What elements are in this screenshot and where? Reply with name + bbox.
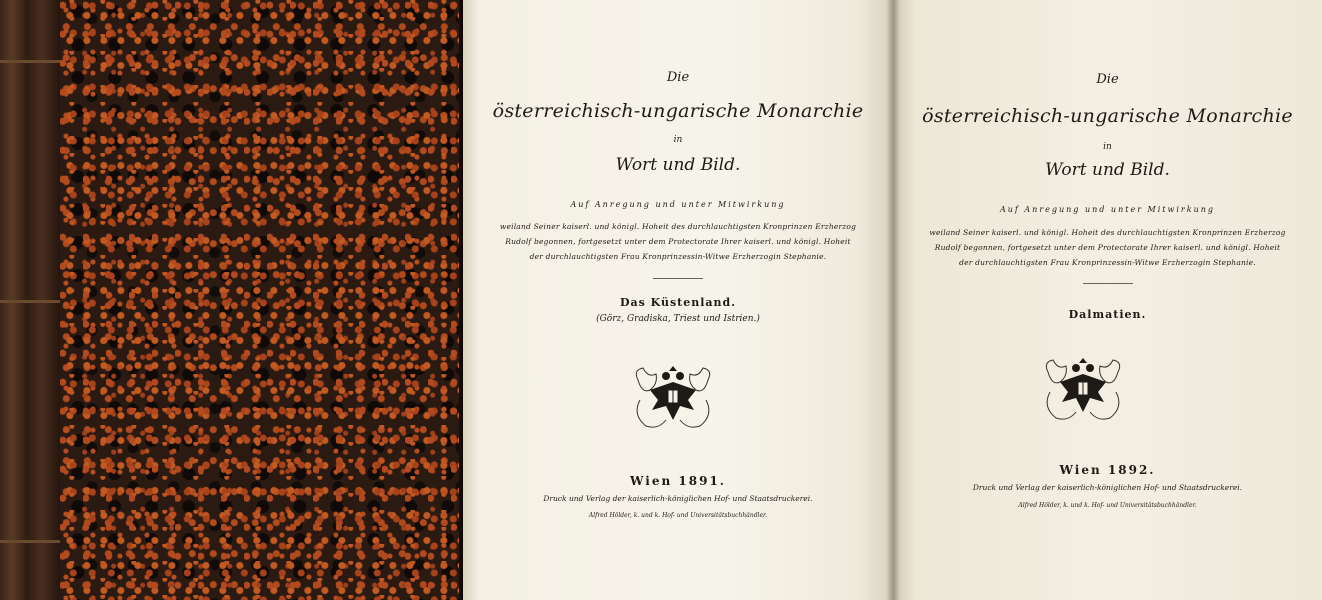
divider [1083, 283, 1133, 284]
subtitle: Wort und Bild. [1045, 160, 1170, 180]
title-page-dalmatien [893, 0, 1322, 600]
title-in: in [1103, 142, 1112, 152]
credit-line: der durchlauchtigsten Frau Kronprinzessin-Witwe Erzherzogin Stephanie. [959, 258, 1256, 267]
page-gutter-shadow [886, 0, 900, 600]
main-title: österreichisch-ungarische Monarchie [492, 100, 864, 122]
volume-subsection: (Görz, Gradiska, Triest und Istrien.) [596, 314, 760, 324]
credit-line: Rudolf begonnen, fortgesetzt unter dem Protectorate Ihrer kaiserl. und königl. Hoheit [505, 237, 851, 246]
spine-band [0, 60, 60, 63]
anregung-line: Auf Anregung und unter Mitwirkung [999, 205, 1216, 214]
imprint-printer: Druck und Verlag der kaiserlich-königlichen Hof- und Staatsdruckerei. [972, 483, 1243, 492]
book-cover [0, 0, 463, 600]
credit-line: weiland Seiner kaiserl. und königl. Hoheit des durchlauchtigsten Kronprinzen Erzherzog [499, 222, 857, 231]
imprint-seller: Alfred Hölder, k. und k. Hof- und Universitätsbuchhändler. [588, 512, 768, 519]
imprint-printer: Druck und Verlag der kaiserlich-königlichen Hof- und Staatsdruckerei. [543, 494, 813, 503]
volume-section: Das Küstenland. [619, 296, 737, 309]
main-title: österreichisch-ungarische Monarchie [922, 105, 1293, 127]
credit-line: der durchlauchtigsten Frau Kronprinzessin-Witwe Erzherzogin Stephanie. [529, 252, 827, 261]
credit-line: Rudolf begonnen, fortgesetzt unter dem Protectorate Ihrer kaiserl. und königl. Hoheit [934, 243, 1281, 252]
title-die: Die [1096, 72, 1119, 87]
anregung-line: Auf Anregung und unter Mitwirkung [570, 200, 786, 209]
divider [653, 278, 703, 279]
imprint-city-year: Wien 1892. [1059, 463, 1156, 477]
spine-band [0, 300, 60, 303]
imprint-seller: Alfred Hölder, k. und k. Hof- und Universitätsbuchhändler. [1018, 502, 1197, 509]
marbled-paper-board [60, 0, 463, 600]
subtitle: Wort und Bild. [615, 155, 741, 175]
title-in: in [673, 135, 683, 145]
credit-line: weiland Seiner kaiserl. und königl. Hoheit des durchlauchtigsten Kronprinzen Erzherzog [929, 228, 1286, 237]
double-headed-eagle-crest-icon [628, 360, 718, 435]
leather-spine [0, 0, 60, 600]
double-headed-eagle-crest-icon [1038, 352, 1128, 427]
title-die: Die [666, 70, 690, 85]
spine-band [0, 540, 60, 543]
volume-section: Dalmatien. [1068, 308, 1147, 321]
imprint-city-year: Wien 1891. [630, 474, 726, 488]
title-page-kuestenland [463, 0, 893, 600]
